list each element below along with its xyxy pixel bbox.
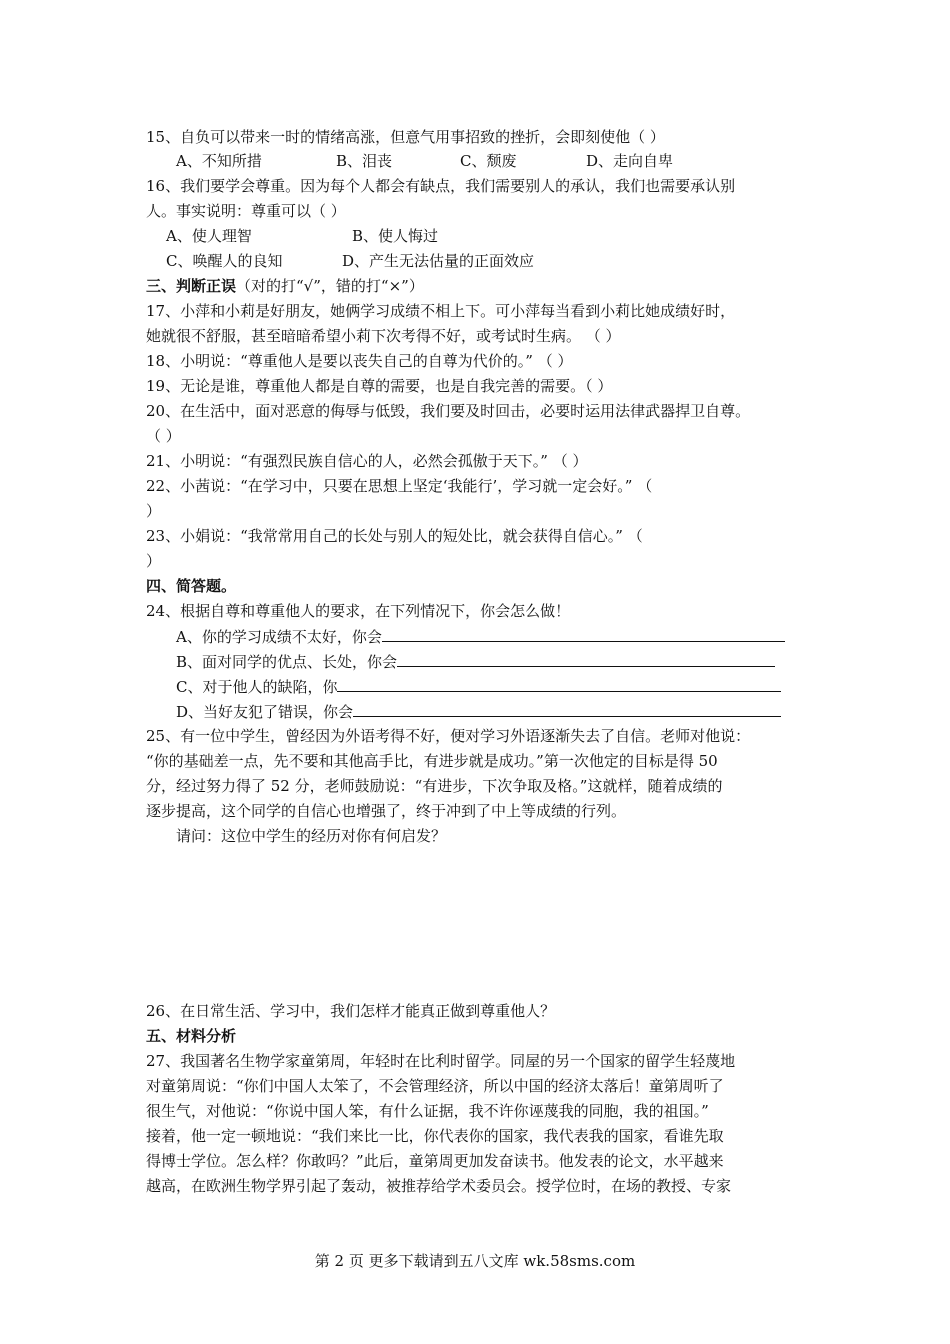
- question-24-item-a: [176, 624, 785, 648]
- option-d: D、产生无法估量的正面效应: [342, 252, 535, 270]
- option-b: B、使人悔过: [352, 227, 439, 245]
- question-15-stem: 15、自负可以带来一时的情绪高涨，但意气用事招致的挫折，会即刻使他（ ）: [146, 128, 665, 146]
- question-23-line2: ）: [146, 552, 162, 570]
- item-a-label: A、你的学习成绩不太好，你会: [176, 628, 382, 646]
- question-27-line2: 对童第周说：“你们中国人太笨了，不会管理经济，所以中国的经济太落后！童第周听了: [146, 1077, 724, 1095]
- question-22-line1: 22、小茜说：“在学习中，只要在思想上坚定‘我能行’，学习就一定会好。” （: [146, 477, 653, 495]
- option-b: B、泪丧: [336, 152, 393, 170]
- question-24-item-b: [176, 649, 775, 673]
- question-23-line1: 23、小娟说：“我常常用自己的长处与别人的短处比，就会获得自信心。” （: [146, 527, 643, 545]
- option-a: A、使人理智: [166, 227, 252, 245]
- answer-line-a[interactable]: [382, 624, 785, 642]
- question-25-line2: “你的基础差一点，先不要和其他高手比，有进步就是成功。”第一次他定的目标是得 50: [146, 752, 718, 770]
- question-16-options-row2: [0, 249, 950, 273]
- question-25-line1: 25、有一位中学生，曾经因为外语考得不好，便对学习外语逐渐失去了自信。老师对他说：: [146, 727, 751, 745]
- question-18: 18、小明说：“尊重他人是要以丧失自己的自尊为代价的。” （ ）: [146, 352, 573, 370]
- question-21: 21、小明说：“有强烈民族自信心的人，必然会孤傲于天下。” （ ）: [146, 452, 588, 470]
- question-25-line3: 分，经过努力得了 52 分，老师鼓励说：“有进步，下次争取及格。”这就样，随着成绩的: [146, 777, 723, 795]
- item-c-label: C、对于他人的缺陷，你: [176, 678, 338, 696]
- question-27-line4: 接着，他一定一顿地说：“我们来比一比，你代表你的国家，我代表我的国家，看谁先取: [146, 1127, 724, 1145]
- question-25-prompt: 请问：这位中学生的经历对你有何启发？: [176, 827, 447, 845]
- question-16-stem-line2: 人。事实说明：尊重可以（ ）: [146, 202, 346, 220]
- question-27-line3: 很生气，对他说：“你说中国人笨，有什么证据，我不许你诬蔑我的同胞，我的祖国。”: [146, 1102, 709, 1120]
- section-3-heading: [146, 274, 424, 298]
- question-24-item-d: [176, 699, 781, 723]
- question-17-line1: 17、小萍和小莉是好朋友，她俩学习成绩不相上下。可小萍每当看到小莉比她成绩好时，: [146, 302, 736, 320]
- option-c: C、颓废: [460, 152, 517, 170]
- question-27-line6: 越高，在欧洲生物学界引起了轰动，被推荐给学术委员会。授学位时，在场的教授、专家: [146, 1177, 732, 1195]
- item-d-label: D、当好友犯了错误，你会: [176, 703, 354, 721]
- question-22-line2: ）: [146, 502, 162, 520]
- question-20-line2: （ ）: [146, 427, 181, 445]
- option-d: D、走向自卑: [586, 152, 674, 170]
- answer-line-c[interactable]: [337, 674, 781, 692]
- question-25-line4: 逐步提高，这个同学的自信心也增强了，终于冲到了中上等成绩的行列。: [146, 802, 627, 820]
- section-4-heading: 四、简答题。: [146, 577, 237, 595]
- question-27-line1: 27、我国著名生物学家童第周，年轻时在比利时留学。同屋的另一个国家的留学生轻蔑地: [146, 1052, 736, 1070]
- option-c: C、唤醒人的良知: [166, 252, 283, 270]
- section-5-heading: 五、材料分析: [146, 1027, 237, 1045]
- question-20-line1: 20、在生活中，面对恶意的侮辱与低毁，我们要及时回击，必要时运用法律武器捍卫自尊。: [146, 402, 751, 420]
- question-27-line5: 得博士学位。怎么样？你敢吗？”此后，童第周更加发奋读书。他发表的论文，水平越来: [146, 1152, 724, 1170]
- page-footer: 第 2 页 更多下载请到五八文库 wk.58sms.com: [314, 1252, 636, 1270]
- question-15-options: [0, 149, 950, 173]
- question-16-stem-line1: 16、我们要学会尊重。因为每个人都会有缺点，我们需要别人的承认，我们也需要承认别: [146, 177, 736, 195]
- section-3-note: （对的打“√”，错的打“×”）: [236, 277, 424, 295]
- question-24-item-c: [176, 674, 781, 698]
- item-b-label: B、面对同学的优点、长处，你会: [176, 653, 398, 671]
- section-3-title: 三、判断正误: [146, 277, 237, 295]
- answer-line-d[interactable]: [353, 699, 781, 717]
- answer-line-b[interactable]: [397, 649, 775, 667]
- question-17-line2: 她就很不舒服，甚至暗暗希望小莉下次考得不好，或考试时生病。 （ ）: [146, 327, 621, 345]
- question-19: 19、无论是谁，尊重他人都是自尊的需要，也是自我完善的需要。（ ）: [146, 377, 613, 395]
- question-16-options-row1: [0, 224, 950, 248]
- question-24-stem: 24、根据自尊和尊重他人的要求，在下列情况下，你会怎么做！: [146, 602, 571, 620]
- option-a: A、不知所措: [176, 152, 262, 170]
- question-26: 26、在日常生活、学习中，我们怎样才能真正做到尊重他人？: [146, 1002, 556, 1020]
